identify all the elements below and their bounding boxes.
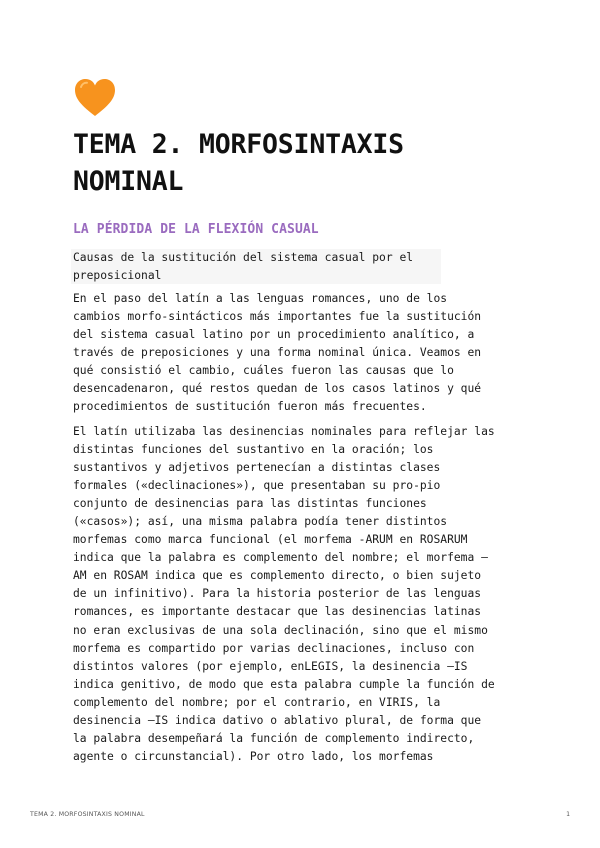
text-line: desinencia –IS indica dativo o ablativo plural, de forma que [73, 713, 482, 727]
footer-running-title: TEMA 2. MORFOSINTAXIS NOMINAL [30, 811, 145, 818]
text-line: AM en ROSAM indica que es complemento directo, o bien sujeto [73, 569, 482, 583]
text-line: del sistema casual latino por un procedimiento analítico, a [73, 328, 475, 342]
text-line: morfema es compartido por varias declinaciones, incluso con [73, 641, 475, 655]
text-line: cambios morfo-sintácticos más importantes fue la sustitución [73, 310, 482, 324]
paragraph-1 [73, 290, 533, 416]
text-line: El latín utilizaba las desinencias nominales para reflejar las [73, 425, 495, 438]
orange-heart-icon [74, 78, 116, 118]
text-line: través de preposiciones y una forma nominal única. Veamos en [73, 346, 482, 360]
text-line: procedimientos de sustitución fueron más frecuentes. [73, 400, 427, 414]
title-line: TEMA 2. MORFOSINTAXIS [73, 129, 404, 160]
text-line: desencadenaron, qué restos quedan de los casos latinos y qué [73, 382, 482, 396]
text-line: qué consistió el cambio, cuáles fueron las causas que lo [73, 364, 454, 378]
text-line: morfemas como marca funcional (el morfema -ARUM en ROSARUM [73, 533, 468, 547]
subheading-line: preposicional [73, 268, 162, 282]
text-line: de un infinitivo). Para la historia posterior de las lenguas [73, 587, 482, 601]
text-line: no eran exclusivas de una sola declinación, sino que el mismo [73, 623, 488, 637]
text-line: En el paso del latín a las lenguas romances, uno de los [73, 292, 448, 305]
text-line: romances, es importante destacar que las desinencias latinas [73, 605, 482, 619]
text-line: («casos»); así, una misma palabra podía tener distintos [73, 515, 448, 529]
subheading [71, 249, 441, 284]
text-line: conjunto de desinencias para las distintas funciones [73, 497, 427, 511]
page-number: 1 [566, 811, 570, 818]
title-line: NOMINAL [73, 166, 184, 197]
text-line: agente o circunstancial). Por otro lado, los morfemas [73, 749, 434, 763]
page-title [73, 126, 543, 200]
text-line: indica genitivo, de modo que esta palabra cumple la función de [73, 677, 495, 691]
text-line: indica que la palabra es complemento del nombre; el morfema – [73, 551, 488, 565]
paragraph-2 [73, 423, 533, 766]
text-line: distintas funciones del sustantivo en la oración; los [73, 443, 434, 457]
text-line: complemento del nombre; por el contrario, en VIRIS, la [73, 695, 441, 709]
text-line: sustantivos y adjetivos pertenecían a distintas clases [73, 461, 441, 475]
section-heading: LA PÉRDIDA DE LA FLEXIÓN CASUAL [73, 222, 319, 237]
text-line: la palabra desempeñará la función de complemento indirecto, [73, 731, 475, 745]
text-line: distintos valores (por ejemplo, enLEGIS, la desinencia –IS [73, 659, 468, 673]
subheading-line: Causas de la sustitución del sistema casual por el [73, 251, 414, 264]
text-line: formales («declinaciones»), que presentaban su pro-pio [73, 479, 441, 493]
